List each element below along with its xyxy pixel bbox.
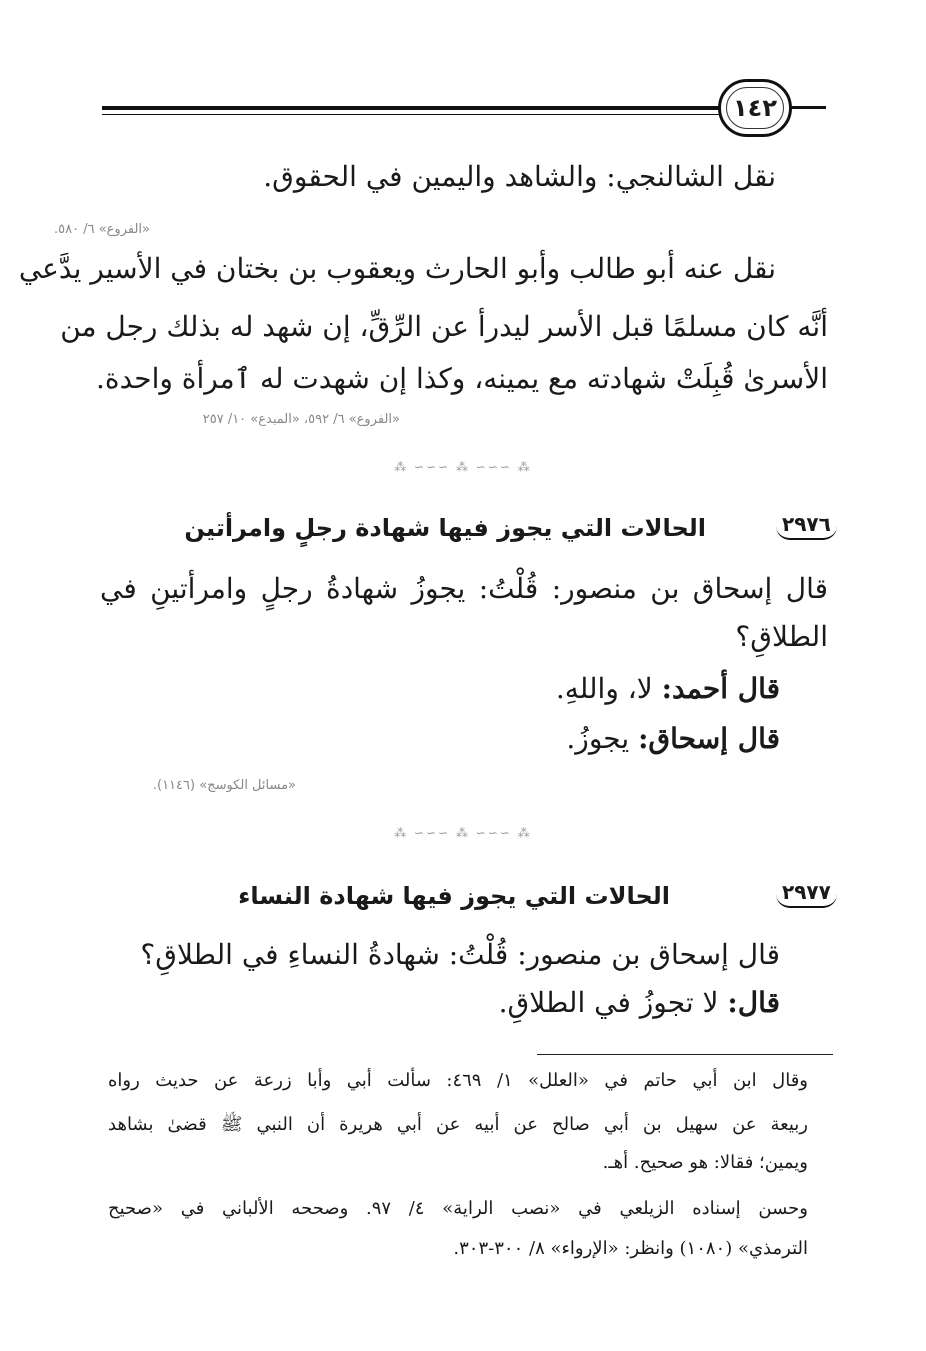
section1-question-line2: الطلاقِ؟ (735, 620, 828, 653)
block2-line3: الأسرىٰ قُبِلَتْ شهادته مع يمينه، وكذا إن شهدت له ٱمرأة واحدة. (96, 362, 828, 395)
footnote-p2-line1: وحسن إسناده الزيلعي في «نصب الراية» ٤/ ٩٧. وصححه الألباني في «صحيح (108, 1198, 808, 1219)
section-number: ٢٩٧٦ (776, 512, 837, 540)
footnote-rule (537, 1054, 833, 1055)
section1-answer1 (556, 672, 780, 706)
answer-speaker: قال: (727, 986, 780, 1019)
footnote-p1-line3: ويمين؛ فقالا: هو صحيح. أهـ. (602, 1152, 808, 1173)
section-number: ٢٩٧٧ (776, 880, 837, 908)
header-rule (102, 106, 720, 110)
section-title: الحالات التي يجوز فيها شهادة النساء (238, 882, 670, 910)
answer-speaker: قال إسحاق: (638, 722, 780, 755)
section2-answer (499, 986, 780, 1020)
section1-source: «مسائل الكوسج» (١١٤٦). (152, 778, 296, 793)
header-rule-thin (102, 114, 720, 115)
answer-text: يجوزُ. (566, 722, 630, 755)
answer-text: لا، واللهِ. (555, 672, 653, 705)
section1-answer2 (566, 722, 780, 756)
ornament-divider: ⁂ ∽∽∽ ⁂ ∽∽∽ ⁂ (394, 826, 532, 840)
answer-text: لا تجوزُ في الطلاقِ. (498, 986, 719, 1019)
footnote-p2-line2: الترمذي» (١٠٨٠) وانظر: «الإرواء» ٨/ ٣٠٠-٣٠٣. (453, 1238, 808, 1259)
footnote-p1-line2: ربيعة عن سهيل بن أبي صالح عن أبيه عن أبي هريرة أن النبي ﷺ قضىٰ بشاهد (108, 1114, 808, 1135)
header-rule-right (790, 106, 826, 109)
block1-source: «الفروع» ٦/ ٥٨٠. (54, 222, 150, 237)
block1-line1: نقل الشالنجي: والشاهد واليمين في الحقوق. (263, 160, 776, 193)
block2-line1: نقل عنه أبو طالب وأبو الحارث ويعقوب بن بختان في الأسير يدَّعي (18, 252, 776, 285)
footnote-p1-line1: وقال ابن أبي حاتم في «العلل» ١/ ٤٦٩: سألت أبي وأبا زرعة عن حديث رواه (108, 1070, 808, 1091)
block2-line2: أنَّه كان مسلمًا قبل الأسر ليدرأ عن الرِّقِّ، إن شهد له بذلك رجل من (60, 310, 828, 343)
ornament-divider: ⁂ ∽∽∽ ⁂ ∽∽∽ ⁂ (394, 460, 532, 474)
block2-source: «الفروع» ٦/ ٥٩٢، «المبدع» ١٠/ ٢٥٧ (202, 412, 400, 427)
section2-question-line1: قال إسحاق بن منصور: قُلْتُ: شهادةُ النساءِ في الطلاقِ؟ (140, 938, 780, 971)
answer-speaker: قال أحمد: (661, 672, 780, 705)
section-title: الحالات التي يجوز فيها شهادة رجلٍ وامرأتين (184, 514, 706, 542)
page-number-badge (718, 79, 792, 137)
section1-question-line1: قال إسحاق بن منصور: قُلْتُ: يجوزُ شهادةُ رجلٍ وامرأتينِ في (100, 572, 828, 605)
page-number: ١٤٢ (733, 94, 777, 122)
